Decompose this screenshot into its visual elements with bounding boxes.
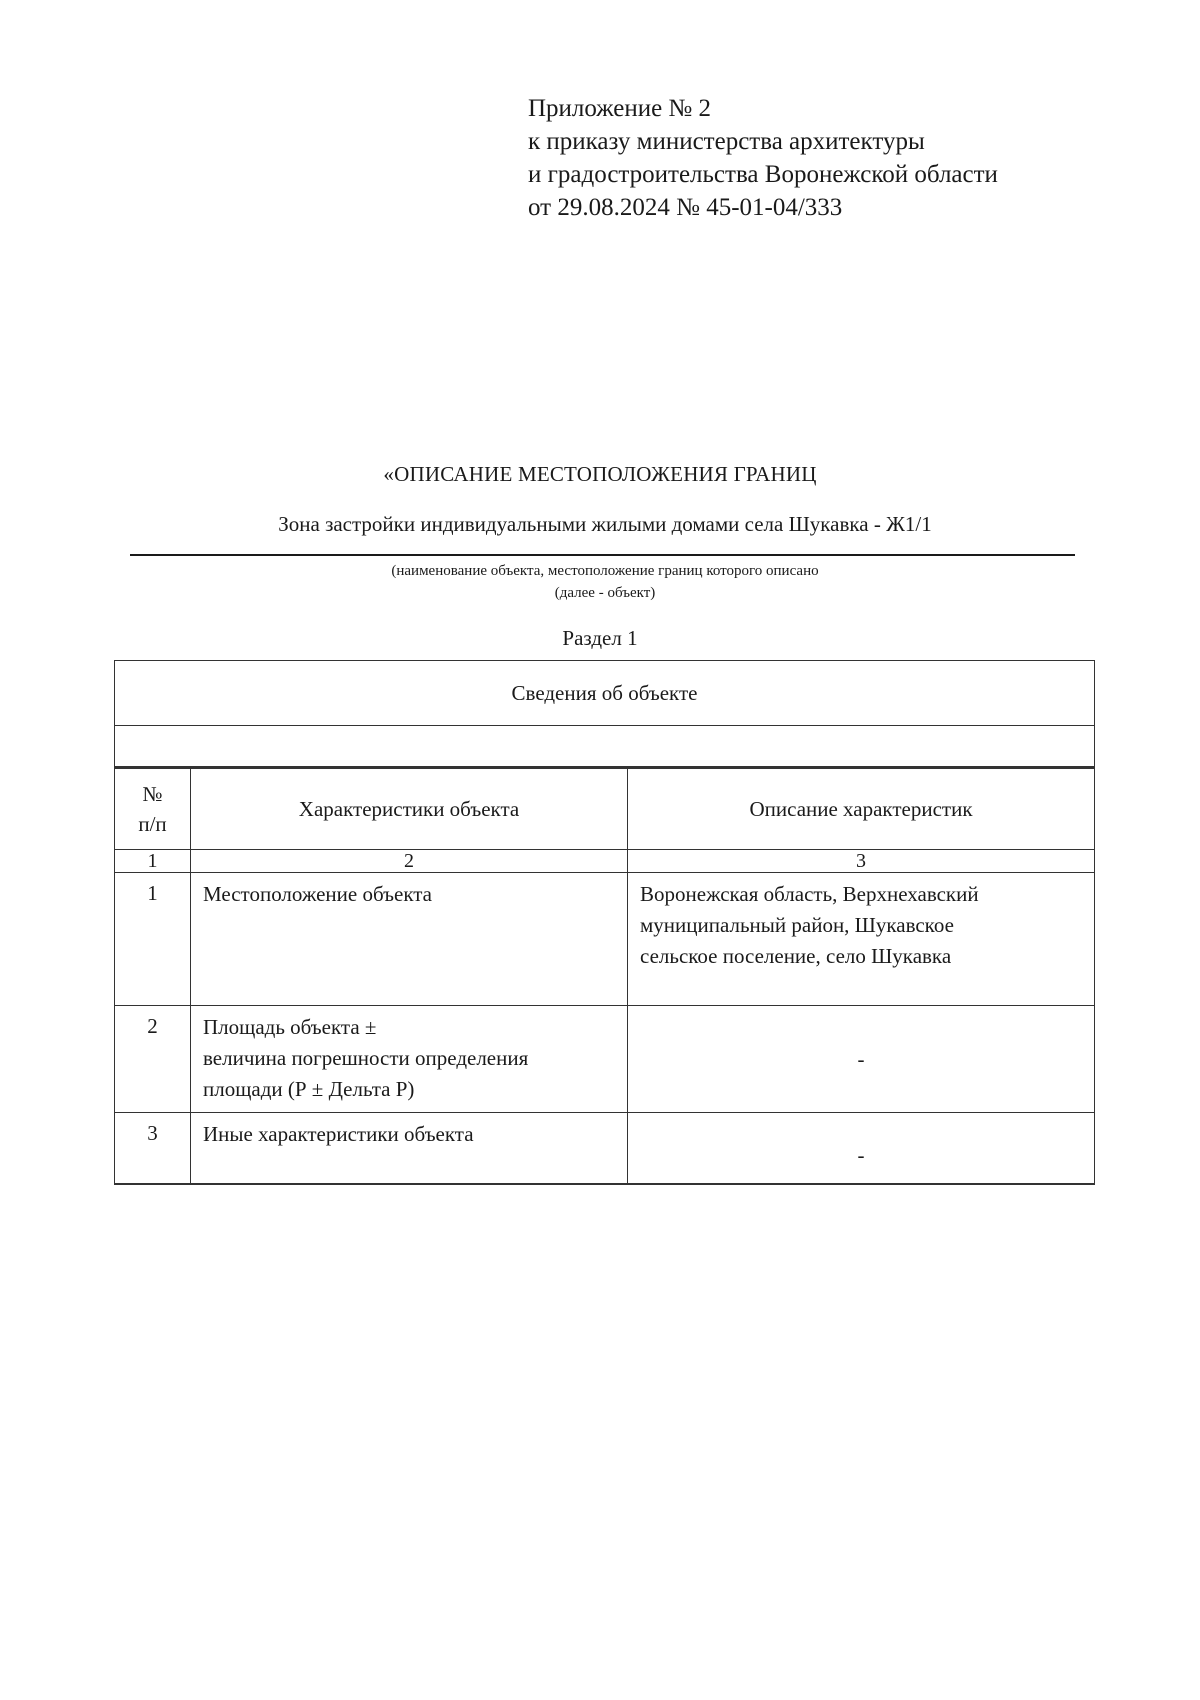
table-row	[115, 1113, 1095, 1185]
row-number: 3	[115, 1113, 191, 1185]
table-blank-row	[115, 726, 1095, 768]
object-info-table	[114, 660, 1095, 1185]
object-name-caption	[130, 560, 1080, 604]
row-description: -	[628, 1006, 1095, 1113]
appendix-line: и градостроительства Воронежской области	[528, 161, 998, 188]
description-line: муниципальный район, Шукавское	[640, 913, 954, 937]
object-name: Зона застройки индивидуальными жилыми домами села Шукавка - Ж1/1	[278, 512, 932, 536]
row-description	[628, 873, 1095, 1006]
column-number: 3	[628, 850, 1095, 873]
row-number: 1	[115, 873, 191, 1006]
header-num-line: №	[142, 782, 163, 806]
appendix-header	[528, 92, 998, 224]
table-title-row	[115, 661, 1095, 726]
appendix-line: Приложение № 2	[528, 95, 712, 122]
column-number-row	[115, 850, 1095, 873]
header-description: Описание характеристик	[628, 768, 1095, 850]
table-header-row	[115, 768, 1095, 850]
row-number: 2	[115, 1006, 191, 1113]
header-characteristics: Характеристики объекта	[191, 768, 628, 850]
row-characteristic	[191, 1006, 628, 1113]
appendix-line: от 29.08.2024 № 45-01-04/333	[528, 194, 843, 221]
characteristic-line: величина погрешности определения	[203, 1046, 529, 1070]
table-row	[115, 1006, 1095, 1113]
object-name-underline	[130, 554, 1075, 556]
appendix-line: к приказу министерства архитектуры	[528, 128, 925, 155]
description-line: сельское поселение, село Шукавка	[640, 944, 952, 968]
characteristic-line: площади (Р ± Дельта Р)	[203, 1077, 415, 1101]
row-description: -	[628, 1113, 1095, 1185]
document-title: «ОПИСАНИЕ МЕСТОПОЛОЖЕНИЯ ГРАНИЦ	[383, 462, 817, 486]
characteristic-line: Площадь объекта ±	[203, 1015, 377, 1039]
blank-cell	[115, 726, 1095, 768]
table-title: Сведения об объекте	[115, 661, 1095, 726]
description-line: Воронежская область, Верхнехавский	[640, 882, 979, 906]
row-characteristic: Иные характеристики объекта	[191, 1113, 628, 1185]
header-num-line: п/п	[138, 812, 167, 836]
table-row	[115, 873, 1095, 1006]
caption-line: (далее - объект)	[554, 585, 656, 601]
caption-line: (наименование объекта, местоположение границ которого описано	[391, 563, 819, 579]
row-characteristic: Местоположение объекта	[191, 873, 628, 1006]
column-number: 2	[191, 850, 628, 873]
header-num-cell	[115, 768, 191, 850]
column-number: 1	[115, 850, 191, 873]
section-label: Раздел 1	[562, 626, 638, 650]
